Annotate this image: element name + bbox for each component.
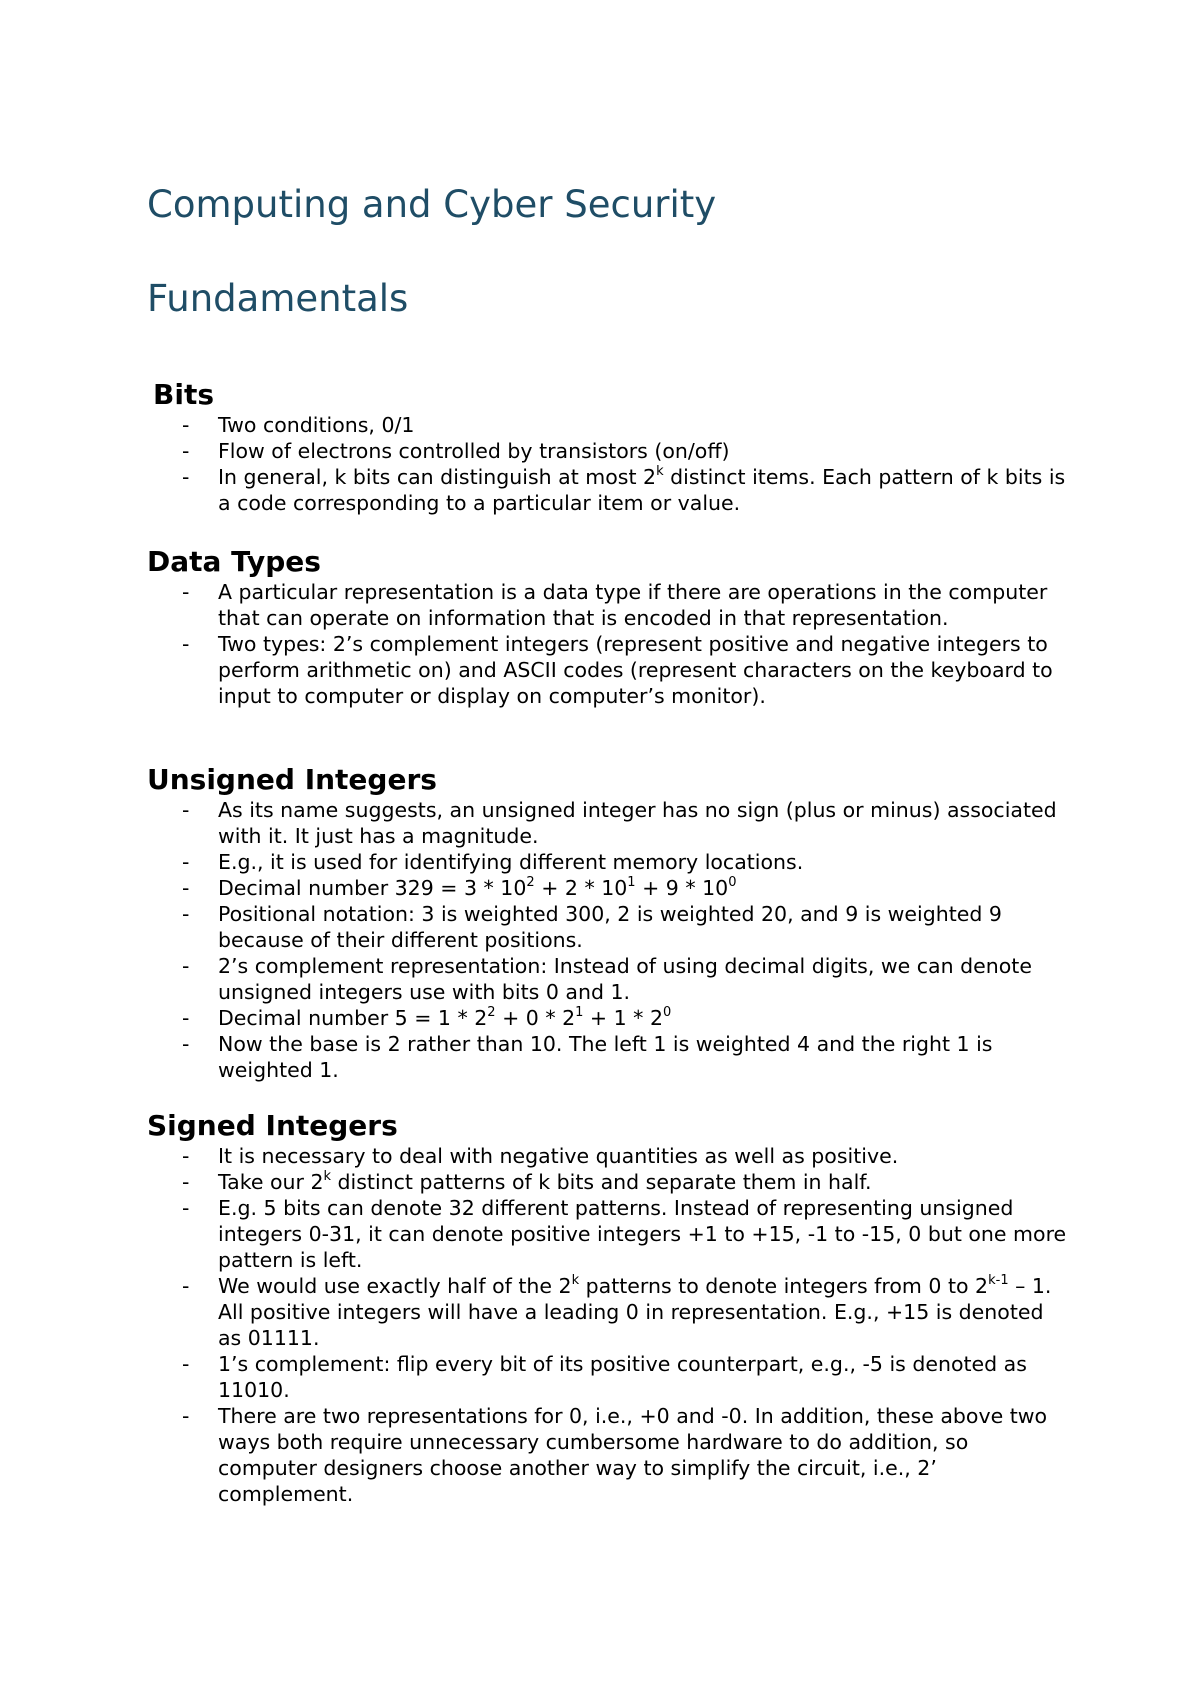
list-item: - E.g., it is used for identifying different memory locations. [182,850,804,874]
superscript: 0 [662,1005,672,1021]
section-bits [147,378,1067,516]
list-item: - Two types: 2’s complement integers (represent positive and negative integers to perform arithmetic on) and ASCII codes (represent characters on the keyboard to input to computer or display on computer’s monitor). [182,632,1053,708]
bullet-dash: - [182,1274,190,1298]
bullet-dash: - [182,413,190,437]
bullet-dash: - [182,850,190,874]
section-heading-bits: Bits [153,378,214,411]
bullet-list-signed-integers [147,1143,1067,1507]
list-item: - Flow of electrons controlled by transistors (on/off) [182,439,730,463]
bullet-dash: - [182,876,190,900]
bullet-dash: - [182,1196,190,1220]
list-item: - Decimal number $329 = 3 * 10^2 + 2 * 10^1 + 9 * 10^0$ [182,875,737,900]
list-item: - Decimal number $5 = 1 * 2^2 + 0 * 2^1 + 1 * 2^0$ [182,1005,672,1030]
bullet-dash: - [182,902,190,926]
bullet-dash: - [182,439,190,463]
list-item: - In general, k bits can distinguish at most 2$^k$ distinct items. Each pattern of k bits is a code corresponding to a particular item or value. [182,464,1066,515]
list-item: - As its name suggests, an unsigned integer has no sign (plus or minus) associated with it. It just has a magnitude. [182,798,1057,848]
bullet-dash: - [182,632,190,656]
list-item: - 2’s complement representation: Instead of using decimal digits, we can denote unsigned integers use with bits 0 and 1. [182,954,1032,1004]
section-unsigned-integers [147,763,1067,1083]
list-item: - A particular representation is a data type if there are operations in the computer that can operate on information that is encoded in that representation. [182,580,1048,630]
list-item: - There are two representations for 0, i.e., +0 and -0. In addition, these above two ways both require unnecessary cumbersome hardware to do addition, so computer designers choose another way to simplify the circuit, i.e., 2’ complement. [182,1404,1048,1506]
bullet-dash: - [182,1170,190,1194]
bullet-list-data-types [147,579,1067,709]
superscript: 2 [487,1005,496,1021]
bullet-dash: - [182,798,190,822]
bullet-dash: - [182,1404,190,1428]
list-item: - We would use exactly half of the 2$^k$ patterns to denote integers from 0 to 2$^{k-1}$ – 1. All positive integers will have a leading 0 in representation. E.g., +15 is denoted as 01111. [182,1273,1052,1350]
superscript: 2 [526,875,535,891]
list-item: - Two conditions, 0/1 [182,413,415,437]
superscript: 1 [575,1005,584,1021]
bullet-dash: - [182,1032,190,1056]
bullet-list-bits [147,412,1067,516]
list-item: - E.g. 5 bits can denote 32 different patterns. Instead of representing unsigned integers 0-31, it can denote positive integers +1 to +15, -1 to -15, 0 but one more pattern is left. [182,1196,1067,1272]
bullet-list-unsigned-integers [147,797,1067,1083]
bullet-dash: - [182,1144,190,1168]
list-item: - 1’s complement: flip every bit of its positive counterpart, e.g., -5 is denoted as 11010. [182,1352,1027,1402]
bullet-dash: - [182,1006,190,1030]
section-heading-data-types: Data Types [147,545,321,578]
bullet-dash: - [182,465,190,489]
list-item: - Positional notation: 3 is weighted 300, 2 is weighted 20, and 9 is weighted 9 because of their different positions. [182,902,1002,952]
bullet-dash: - [182,954,190,978]
document-title-line-2: Fundamentals [147,277,409,320]
superscript: 0 [728,875,737,891]
bullet-dash: - [182,580,190,604]
superscript: 1 [627,875,636,891]
list-item: - Take our 2$^k$ distinct patterns of k bits and separate them in half. [182,1169,872,1194]
section-heading-signed-integers: Signed Integers [147,1109,398,1142]
bullet-dash: - [182,1352,190,1376]
section-signed-integers [147,1109,1067,1507]
section-data-types [147,545,1067,709]
superscript: k-1 [988,1273,1009,1289]
list-item: - Now the base is 2 rather than 10. The left 1 is weighted 4 and the right 1 is weighted 1. [182,1032,993,1082]
document-title-line-1: Computing and Cyber Security [147,183,717,226]
section-heading-unsigned-integers: Unsigned Integers [147,763,437,796]
superscript: k [656,464,664,480]
list-item: - It is necessary to deal with negative quantities as well as positive. [182,1144,899,1168]
superscript: k [571,1273,580,1289]
superscript: k [323,1169,332,1185]
